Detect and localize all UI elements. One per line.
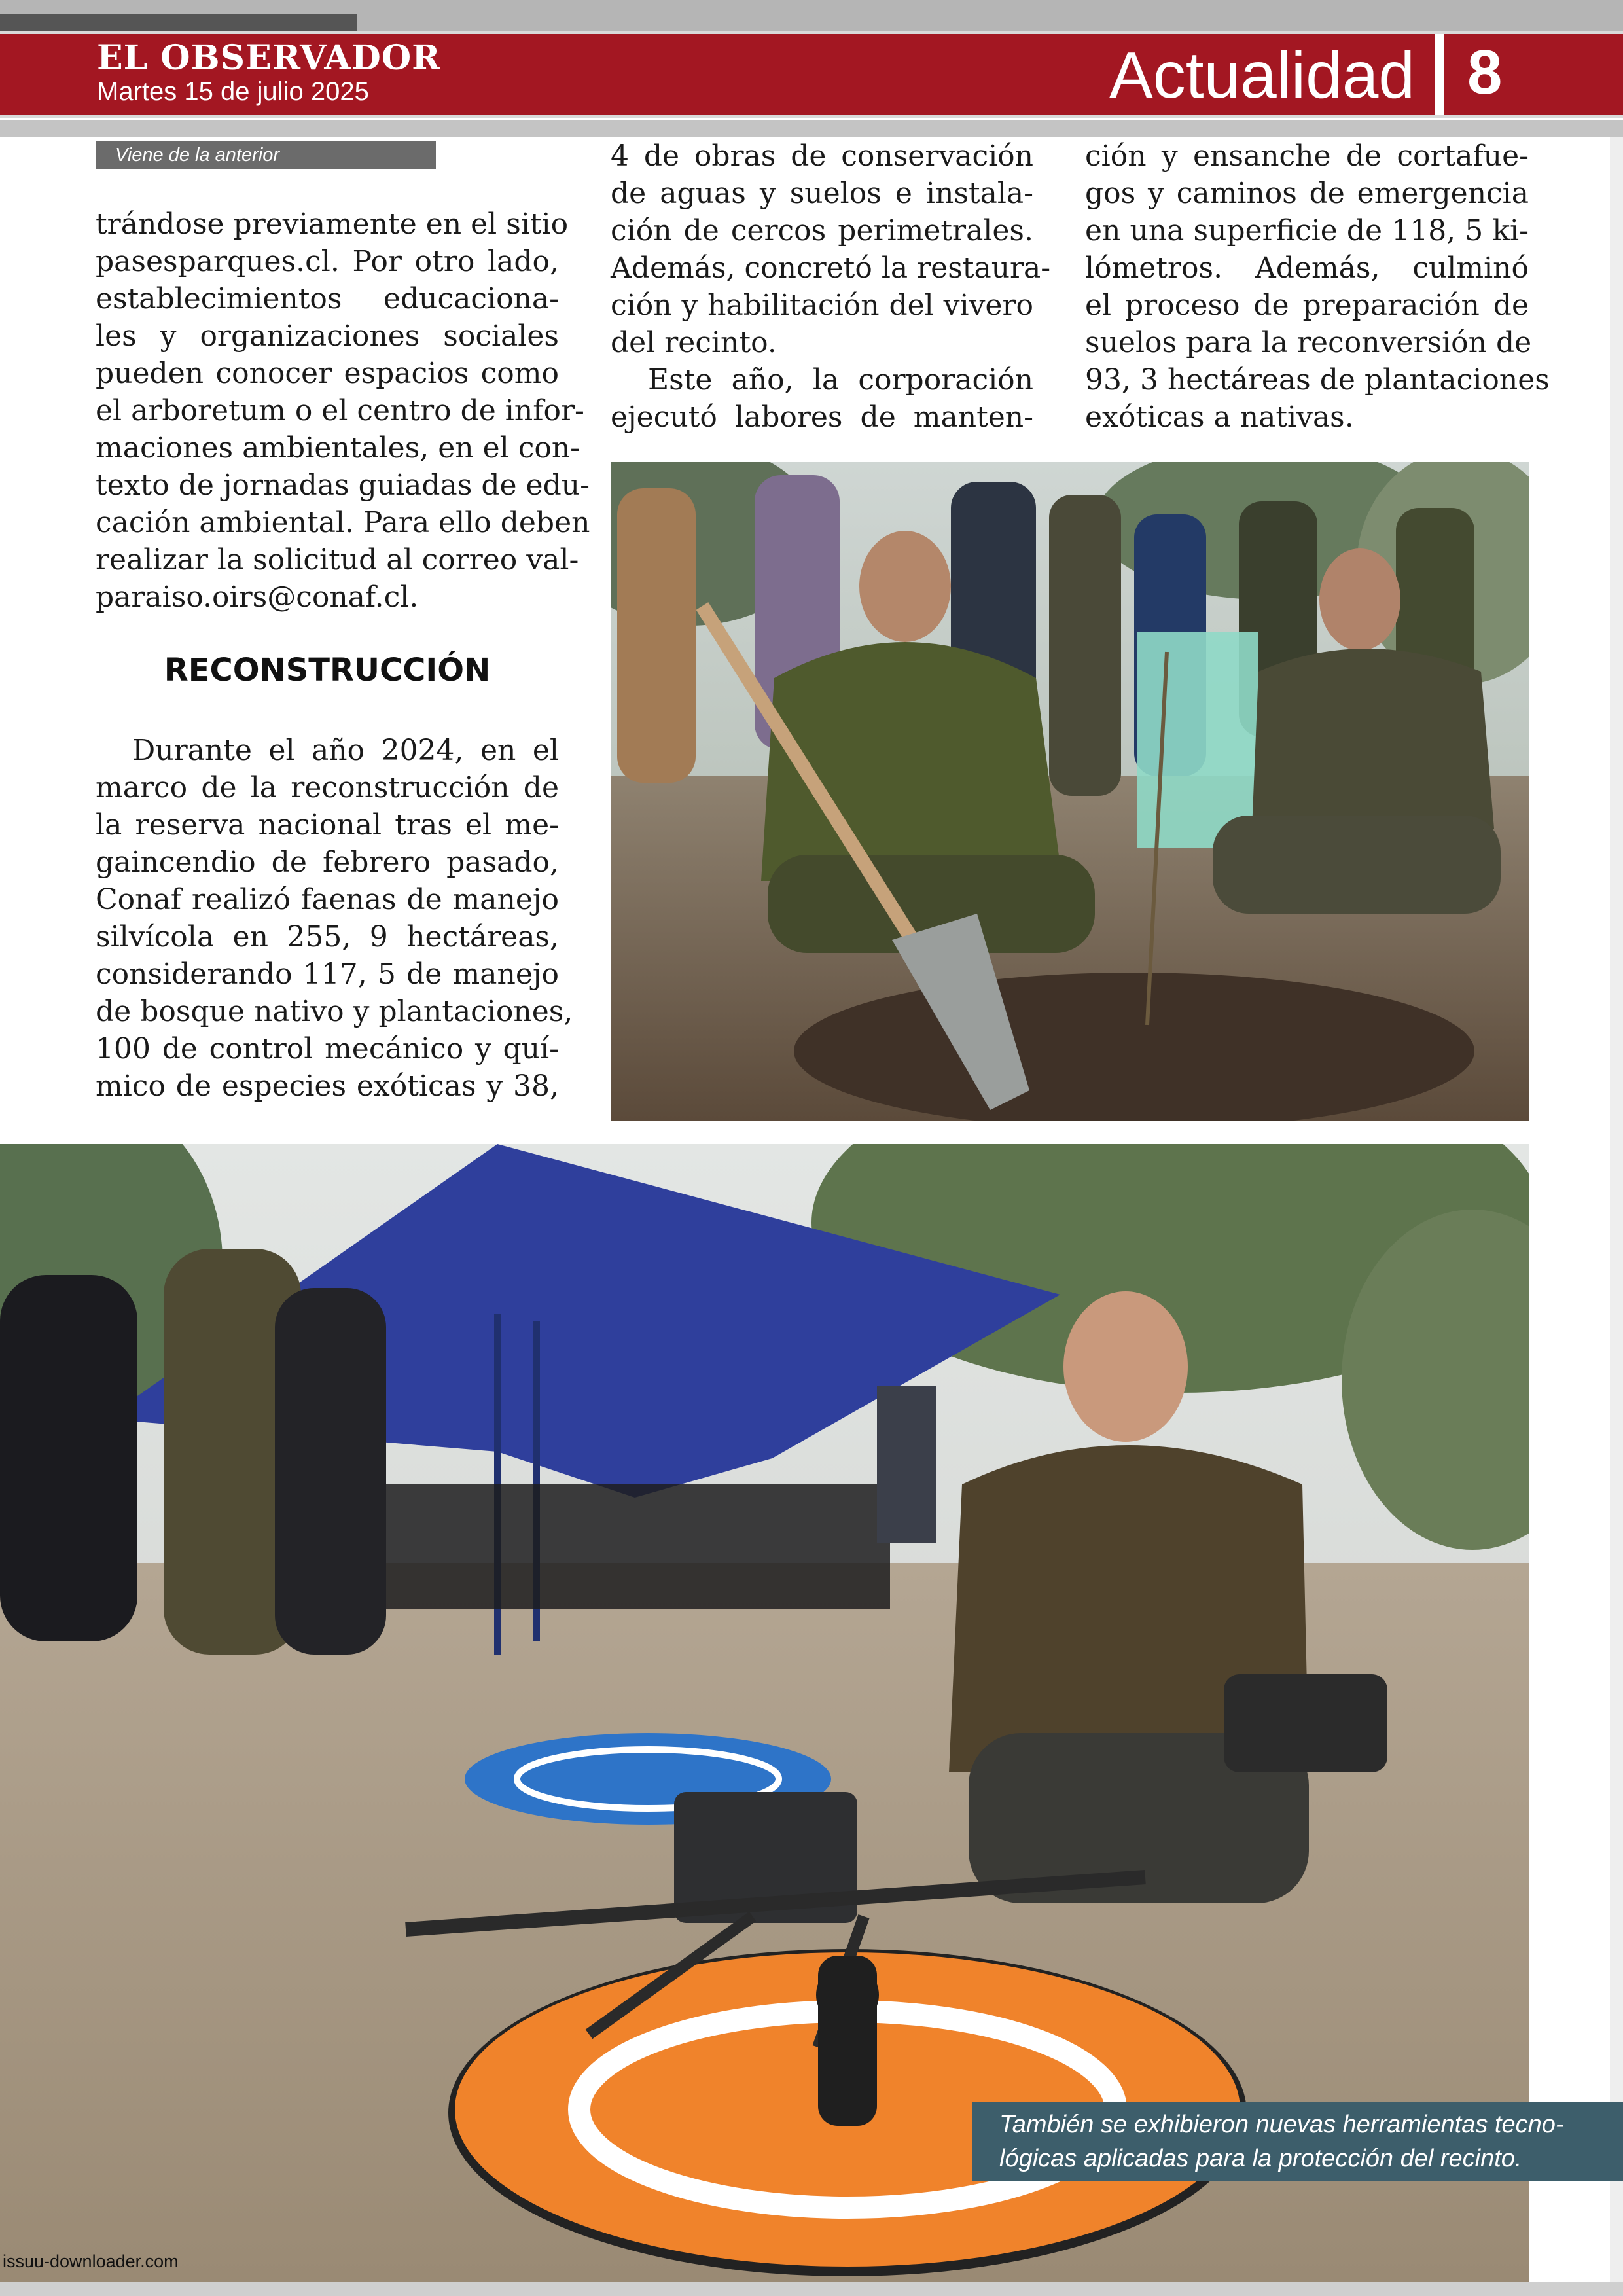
text-line: exóticas a nativas. — [1085, 401, 1354, 434]
text-line: 100 de control mecánico y quí- — [96, 1032, 559, 1066]
photo-tree-planting — [611, 462, 1529, 1121]
text-line: considerando 117, 5 de manejo — [96, 958, 559, 991]
text-line: les y organizaciones sociales — [96, 319, 559, 353]
text-line: establecimientos educaciona- — [96, 282, 559, 315]
text-line: mico de especies exóticas y 38, — [96, 1069, 559, 1103]
page-margin — [1610, 137, 1623, 2282]
top-strip — [0, 0, 1623, 31]
text-line: del recinto. — [611, 326, 777, 359]
text-line: de bosque nativo y plantaciones, — [96, 995, 573, 1028]
text-line: Conaf realizó faenas de manejo — [96, 883, 559, 916]
top-tab — [0, 14, 357, 31]
text-line: 4 de obras de conservación — [611, 139, 1033, 173]
page-number: 8 — [1467, 37, 1503, 107]
bottom-strip — [0, 2282, 1623, 2296]
section-subheading: RECONSTRUCCIÓN — [164, 652, 491, 689]
paper-name: EL OBSERVADOR — [97, 38, 441, 78]
text-line: paraiso.oirs@conaf.cl. — [96, 581, 419, 614]
text-line: 93, 3 hectáreas de plantaciones — [1085, 363, 1550, 397]
text-line: silvícola en 255, 9 hectáreas, — [96, 920, 559, 954]
masthead-underline — [0, 120, 1623, 137]
text-line: realizar la solicitud al correo val- — [96, 543, 579, 577]
masthead-divider — [1435, 34, 1444, 115]
text-line: gaincendio de febrero pasado, — [96, 846, 559, 879]
text-line: ción de cercos perimetrales. — [611, 214, 1033, 247]
section-title: Actualidad — [1109, 39, 1415, 112]
text-line: el arboretum o el centro de infor- — [96, 394, 584, 427]
source-credit: issuu-downloader.com — [3, 2251, 179, 2271]
text-line: maciones ambientales, en el con- — [96, 431, 580, 465]
text-line: trándose previamente en el sitio — [96, 207, 569, 241]
continuation-tag: Viene de la anterior — [96, 141, 436, 169]
text-line: texto de jornadas guiadas de edu- — [96, 469, 590, 502]
text-line: cación ambiental. Para ello deben — [96, 506, 590, 539]
text-line: ción y ensanche de cortafue- — [1085, 139, 1529, 173]
masthead — [0, 31, 1623, 118]
text-line: ción y habilitación del vivero — [611, 289, 1033, 322]
text-line: pueden conocer espacios como — [96, 357, 559, 390]
caption-line: También se exhibieron nuevas herramientas tecno- — [999, 2111, 1564, 2138]
text-line: gos y caminos de emergencia — [1085, 177, 1529, 210]
caption-line: lógicas aplicadas para la protección del recinto. — [999, 2145, 1522, 2172]
text-line: la reserva nacional tras el me- — [96, 808, 559, 842]
text-line: ejecutó labores de manten- — [611, 401, 1033, 434]
photo-caption — [972, 2102, 1623, 2181]
text-line: en una superficie de 118, 5 ki- — [1085, 214, 1529, 247]
text-line: lómetros. Además, culminó — [1085, 251, 1529, 285]
text-line: de aguas y suelos e instala- — [611, 177, 1033, 210]
text-line: marco de la reconstrucción de — [96, 771, 559, 804]
text-line: el proceso de preparación de — [1085, 289, 1529, 322]
issue-date: Martes 15 de julio 2025 — [97, 77, 369, 106]
text-line: suelos para la reconversión de — [1085, 326, 1532, 359]
text-line: pasesparques.cl. Por otro lado, — [96, 245, 559, 278]
text-line: Además, concretó la restaura- — [611, 251, 1051, 285]
text-line: Este año, la corporación — [648, 363, 1033, 397]
text-line: Durante el año 2024, en el — [132, 734, 559, 767]
